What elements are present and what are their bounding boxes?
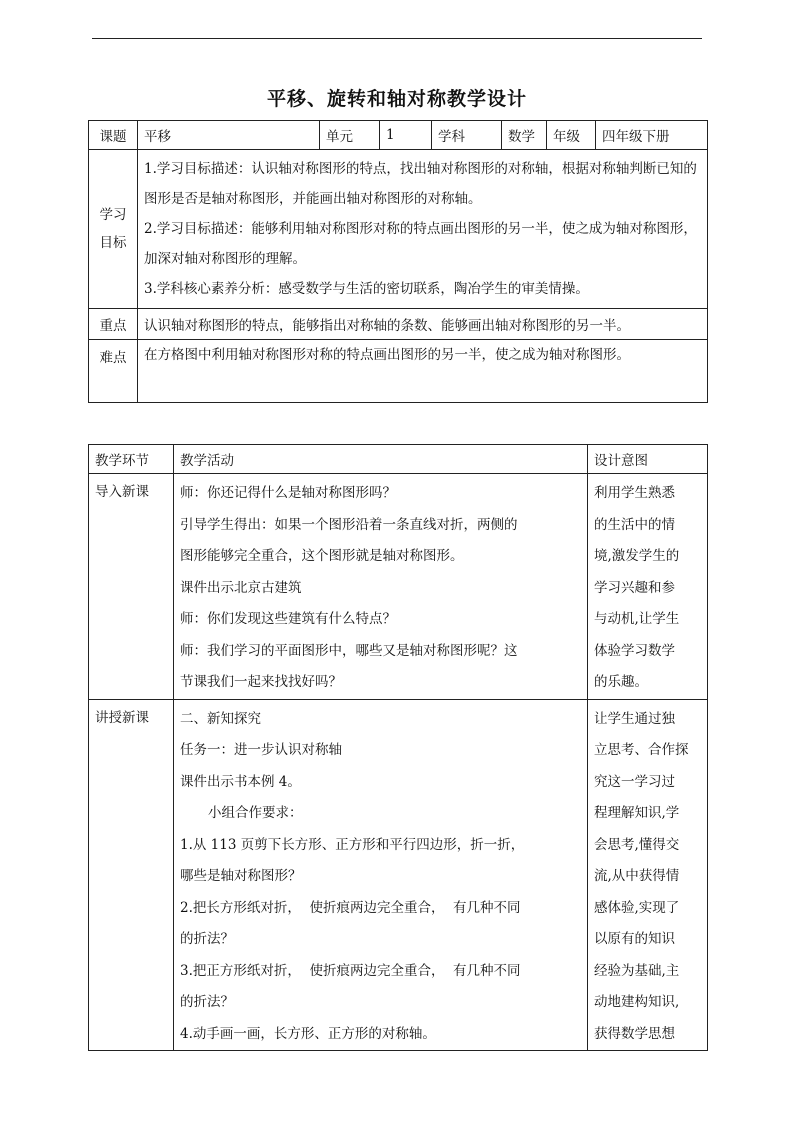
intent-line: 立思考、合作探 xyxy=(594,742,689,758)
activity-line: 2.把长方形纸对折， 使折痕两边完全重合， 有几种不同 xyxy=(180,899,521,916)
stage-teaching: 讲授新课 xyxy=(89,699,174,1051)
activity-line: 4.动手画一画，长方形、正方形的对称轴。 xyxy=(180,1025,436,1042)
lesson-table xyxy=(88,444,708,1051)
intent-line: 获得数学思想 xyxy=(594,1025,675,1042)
intent-line: 的乐趣。 xyxy=(594,674,648,690)
subject-value: 数学 xyxy=(502,121,547,150)
info-table xyxy=(88,120,708,403)
difficulty-value: 在方格图中利用轴对称图形对称的特点画出图形的另一半，使之成为轴对称图形。 xyxy=(138,340,708,403)
table-row xyxy=(89,474,708,700)
intent-line: 会思考,懂得交 xyxy=(594,836,680,853)
difficulty-label: 难点 xyxy=(89,340,138,403)
key-value: 认识轴对称图形的特点，能够指出对称轴的条数、能够画出轴对称图形的另一半。 xyxy=(138,309,708,340)
goals-label-line2: 目标 xyxy=(99,235,127,251)
activity-line: 任务一：进一步认识对称轴 xyxy=(180,742,342,758)
intent-line: 究这一学习过 xyxy=(594,773,675,790)
topic-value: 平移 xyxy=(138,121,320,150)
activity-line: 二、新知探究 xyxy=(180,710,261,727)
activity-line: 节课我们一起来找找好吗？ xyxy=(180,674,342,690)
document-title: 平移、旋转和轴对称教学设计 xyxy=(266,88,527,110)
activity-line: 1.从 113 页剪下长方形、正方形和平行四边形，折一折， xyxy=(180,836,525,853)
header-intent: 设计意图 xyxy=(588,445,708,474)
key-label: 重点 xyxy=(89,309,138,340)
activity-line: 引导学生得出：如果一个图形沿着一条直线对折，两侧的 xyxy=(180,516,518,533)
goals-label xyxy=(89,150,138,309)
activity-line: 小组合作要求： xyxy=(208,805,303,821)
intent-line: 学习兴趣和参 xyxy=(594,579,675,596)
intent-line: 感体验,实现了 xyxy=(594,899,680,916)
intent-line: 利用学生熟悉 xyxy=(594,485,675,501)
grade-value: 四年级下册 xyxy=(596,121,708,150)
activity-line: 哪些是轴对称图形？ xyxy=(180,868,302,884)
activity-line: 课件出示北京古建筑 xyxy=(180,579,302,596)
activity-line: 图形能够完全重合，这个图形就是轴对称图形。 xyxy=(180,548,464,564)
activity-line: 3.把正方形纸对折， 使折痕两边完全重合， 有几种不同 xyxy=(180,962,521,979)
intent-line: 程理解知识,学 xyxy=(594,805,680,821)
header-stage: 教学环节 xyxy=(89,445,174,474)
intent-line: 让学生通过独 xyxy=(594,710,675,727)
stage-intro: 导入新课 xyxy=(89,474,174,700)
goal-item: 3.学科核心素养分析：感受数学与生活的密切联系，陶冶学生的审美情操。 xyxy=(144,281,589,297)
intent-line: 经验为基础,主 xyxy=(594,962,680,979)
intent-line: 境,激发学生的 xyxy=(594,548,680,564)
activity-line: 课件出示书本例 4。 xyxy=(180,773,301,790)
intent-teaching xyxy=(588,699,708,1051)
intent-line: 动地建构知识, xyxy=(594,994,680,1010)
activity-line: 的折法？ xyxy=(180,931,234,947)
goals-label-line1: 学习 xyxy=(99,207,127,223)
topic-label: 课题 xyxy=(89,121,138,150)
activities-intro xyxy=(174,474,588,700)
activity-line: 的折法？ xyxy=(180,994,234,1010)
table-row xyxy=(89,699,708,1051)
intent-intro xyxy=(588,474,708,700)
intent-line: 与动机,让学生 xyxy=(594,611,680,627)
subject-label: 学科 xyxy=(432,121,502,150)
grade-label: 年级 xyxy=(547,121,596,150)
header-rule xyxy=(92,38,702,39)
header-activities: 教学活动 xyxy=(174,445,588,474)
goals-content xyxy=(138,150,708,309)
intent-line: 流,从中获得情 xyxy=(594,868,680,884)
activity-line: 师：你还记得什么是轴对称图形吗？ xyxy=(180,485,396,501)
activity-line: 师：你们发现这些建筑有什么特点？ xyxy=(180,611,396,627)
goal-item: 1.学习目标描述：认识轴对称图形的特点，找出轴对称图形的对称轴，根据对称轴判断已知的图形是否是轴对称图形，并能画出轴对称图形的对称轴。 xyxy=(144,161,697,207)
unit-value: 1 xyxy=(380,121,432,150)
intent-line: 的生活中的情 xyxy=(594,516,675,533)
intent-line: 以原有的知识 xyxy=(594,931,675,947)
unit-label: 单元 xyxy=(320,121,380,150)
activities-teaching xyxy=(174,699,588,1051)
intent-line: 体验学习数学 xyxy=(594,642,675,659)
goal-item: 2.学习目标描述：能够利用轴对称图形对称的特点画出图形的另一半，使之成为轴对称图形，加深对轴对称图形的理解。 xyxy=(144,221,697,267)
activity-line: 师：我们学习的平面图形中，哪些又是轴对称图形呢？这 xyxy=(180,642,518,659)
